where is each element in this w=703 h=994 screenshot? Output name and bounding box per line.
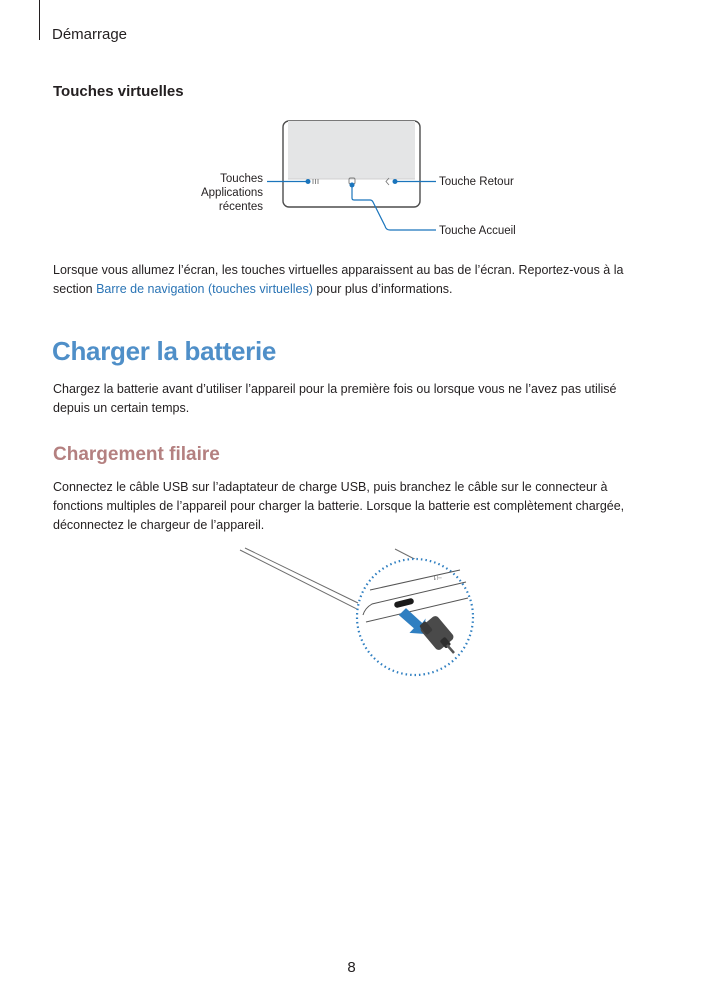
charger-intro-paragraph: Chargez la batterie avant d’utiliser l’appareil pour la première fois ou lorsque vous ne l’avez pas utilisé depuis un certain temps. <box>53 382 617 415</box>
label-recent-apps: Touches Applications récentes <box>200 173 263 213</box>
subsection-title-wired: Chargement filaire <box>53 444 220 465</box>
port-mark: ⇂⊢ <box>432 575 443 582</box>
wired-charging-paragraph: Connectez le câble USB sur l’adaptateur de charge USB, puis branchez le câble sur le connecteur à fonctions multiples de l’appareil pour charger la batterie. Lorsque la batterie est complètement chargée, déconnectez le chargeur de l’appareil. <box>53 480 625 532</box>
page-number: 8 <box>347 959 356 976</box>
header-rule <box>39 0 40 40</box>
navigation-bar-link[interactable]: Barre de navigation (touches virtuelles) <box>96 282 313 296</box>
callout-dot-home <box>350 183 355 188</box>
callout-dot-recent <box>306 179 311 184</box>
touches-paragraph: Lorsque vous allumez l’écran, les touches virtuelles apparaissent au bas de l’écran. Reportez-vous à la section Barre de navigation (touches virtuelles) pour plus d’informations. <box>53 263 624 296</box>
label-back-key: Touche Retour <box>439 176 514 188</box>
usb-charging-illustration <box>230 540 490 690</box>
section-title-charger: Charger la batterie <box>52 336 277 366</box>
phone-screen <box>288 121 415 179</box>
callout-dot-back <box>393 179 398 184</box>
section-subtitle-touches: Touches virtuelles <box>53 83 184 100</box>
label-home-key: Touche Accueil <box>439 225 516 237</box>
running-header: Démarrage <box>52 26 128 43</box>
